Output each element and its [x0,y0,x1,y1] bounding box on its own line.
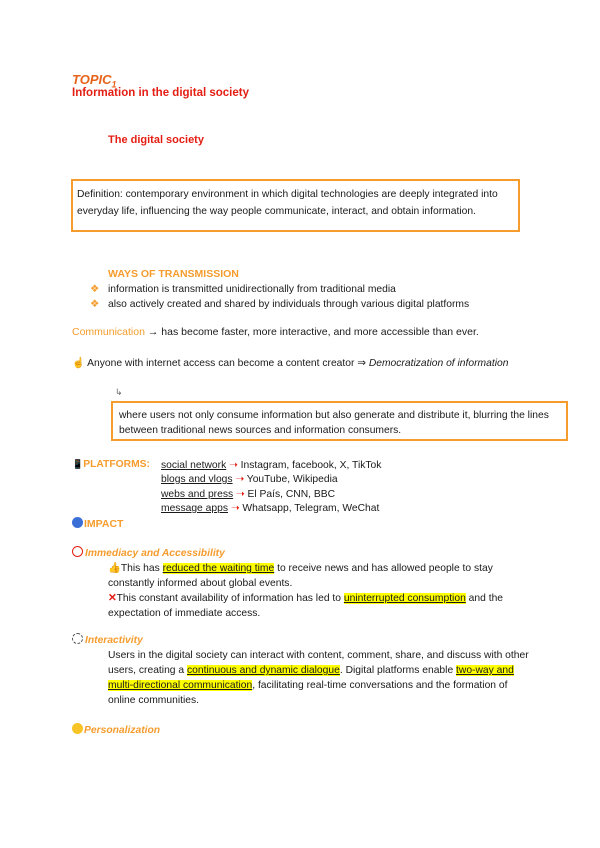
content-creator-text: Anyone with internet access can become a content creator [87,358,355,369]
platform-examples: YouTube, Wikipedia [246,474,338,485]
arrow-icon: ➝ [236,489,245,500]
diamond-bullet-icon: ❖ [90,299,100,310]
impact-header [72,517,123,530]
text-segment: to receive news and has allowed people to stay constantly informed about global events. [108,563,493,589]
text-segment: . Digital platforms enable [339,665,457,676]
personalization-title: Personalization [84,725,161,736]
arrow-icon: ➝ [229,460,238,471]
text-segment: and the expectation of immediate access. [108,593,504,619]
speech-bubble-icon [72,517,83,528]
thumbs-up-icon: 👍 [108,563,121,574]
sub-arrow-icon: ↳ [115,387,123,397]
smiley-icon [72,723,83,734]
interactivity-heading [72,633,143,646]
communication-line [72,326,479,338]
cross-mark-icon: ✕ [108,593,117,604]
ways-title: WAYS OF TRANSMISSION [108,268,239,280]
democratization-text: Democratization of information [368,358,509,369]
arrow-icon: ➝ [235,474,245,485]
loading-icon [72,633,83,644]
content-creator-note [72,356,532,372]
platform-examples: Instagram, facebook, X, TikTok [240,460,382,471]
alarm-clock-icon [72,546,83,557]
interactivity-title: Interactivity [85,635,143,646]
topic-subtitle: Information in the digital society [72,87,249,99]
highlight-waiting-time: reduced the waiting time [162,563,275,574]
platform-row [161,502,379,514]
platform-name: webs and press [161,489,234,500]
where-users-box: where users not only consume information but also generate and distribute it, blurring the lines between traditional news sources and information consumers. [111,401,568,441]
platforms-label: PLATFORMS: [83,459,150,470]
platform-examples: Whatsapp, Telegram, WeChat [242,503,380,514]
platform-row [161,459,381,471]
arrow-icon: ➝ [230,503,240,514]
highlight-uninterrupted: uninterrupted consumption [343,593,466,604]
platform-examples: El País, CNN, BBC [247,489,336,500]
impact-label: IMPACT [84,518,124,530]
text-segment: Users in the digital society can interact with content, comment, share, and discuss with other users, creating a [108,650,529,676]
immediacy-title: Immediacy and Accessibility [85,548,225,559]
communication-label: Communication [72,326,145,338]
text-segment: This has [120,563,163,574]
platform-name: blogs and vlogs [161,474,233,485]
platform-row [161,488,335,500]
immediacy-paragraph-2 [108,591,528,621]
communication-text: has become faster, more interactive, and more accessible than ever. [161,326,479,338]
ways-item-text: also actively created and shared by individuals through various digital platforms [108,299,470,310]
personalization-heading [72,723,160,736]
platforms-header [72,459,150,470]
text-segment: , facilitating real-time conversations and the formation of online communities. [108,680,508,706]
implies-arrow-icon: ⇒ [357,358,366,369]
ways-item [90,283,396,295]
section-title: The digital society [108,134,204,146]
platform-row [161,473,338,485]
topic-number: 1 [111,79,117,90]
ways-item-text: information is transmitted unidirectionally from traditional media [108,284,396,295]
platform-name: social network [161,460,227,471]
immediacy-heading [72,546,225,559]
interactivity-paragraph [108,648,533,708]
arrow-icon: → [147,326,159,338]
diamond-bullet-icon: ❖ [90,284,100,295]
text-segment: This constant availability of information has led to [116,593,344,604]
highlight-two-way: two-way and multi-directional communication [108,665,514,691]
phone-icon: 📱 [72,459,84,469]
platform-name: message apps [161,503,228,514]
topic-label: TOPIC [72,72,112,87]
ways-item [90,298,469,310]
pointing-hand-icon: ☝ [72,358,85,369]
highlight-dialogue: continuous and dynamic dialogue [186,665,340,676]
definition-box: Definition: contemporary environment in which digital technologies are deeply integrated into everyday life, influencing the way people communicate, interact, and obtain information. [71,179,520,232]
immediacy-paragraph-1 [108,561,528,591]
